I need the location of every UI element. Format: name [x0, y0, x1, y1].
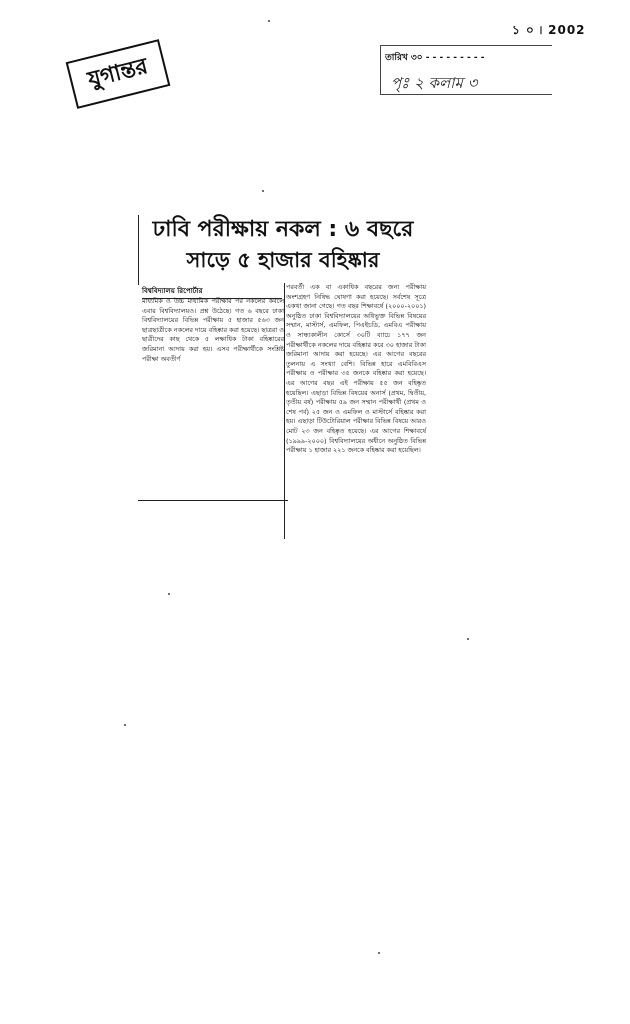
newspaper-clipping [128, 215, 428, 543]
handwritten-page-column-note: পৃঃ ২ কলাম ৩ [391, 74, 478, 92]
scan-speck [378, 952, 380, 954]
headline-line-2: সাড়ে ৫ হাজার বহিষ্কার [186, 248, 380, 272]
article-headline [140, 215, 426, 275]
article-byline: বিশ্ববিদ্যালয় রিপোর্টার [142, 285, 282, 299]
scan-speck [124, 724, 126, 726]
scan-speck [168, 593, 170, 595]
article-column-1: মাধ্যমিক ও উচ্চ মাধ্যমিক পরীক্ষার পর নকলের কবলে এবার বিশ্ববিদ্যালয়ও। প্রশ্ন উঠেছে। গত ৬ বছরে ঢাকা বিশ্ববিদ্যালয়ের বিভিন্ন পরীক্ষায় ৫ হাজার ৫৬৩ জন ছাত্রছাত্রীকে নকলের দায়ে বহিষ্কার করা হয়েছে। ছাত্ররা ও ছাত্রীদের কাছ থেকে ৫ লক্ষাধিক টাকা বহিষ্কারের জরিমানা আদায় করা হয়। এসব পরীক্ষার্থীকে সংশ্লিষ্ট পরীক্ষা অবতীর্ণ [142, 297, 284, 363]
column-divider [284, 283, 285, 539]
newspaper-masthead-stamp: যুগান্তর [66, 39, 171, 109]
headline-line-1: ঢাবি পরীক্ষায় নকল : ৬ বছরে [152, 217, 414, 242]
date-stamp: ১ ০ ৷ 2002 [512, 23, 586, 37]
scan-speck [262, 190, 264, 192]
clipping-column-1-bottom-edge [138, 500, 288, 501]
scan-speck [268, 20, 270, 22]
clipping-reference-box [380, 45, 552, 95]
article-column-2: পরবর্তী এক বা একাধিক বছরের জন্য পরীক্ষায় অংশগ্রহণ নিষিদ্ধ ঘোষণা করা হয়েছে। সর্বশেষ সূত্রে একথা জানা গেছে। গত বছর শিক্ষাবর্ষে (২০০০-২০০১) অনুষ্ঠিত ঢাকা বিশ্ববিদ্যালয়ের অধিভুক্ত বিভিন্ন বিষয়ের সম্মান, মাস্টার্স, এমফিল, পিএইচডি, এমবিএ পরীক্ষায় ও সান্ধ্যকালীন কোর্সে ৩০টি ব্যাচে ১৭৭ জন পরীক্ষার্থীকে নকলের দায়ে বহিষ্কার করে ৩০ হাজার টাকা জরিমানা আদায় করা হয়েছে। এর আগের বছরের তুলনায় এ সংখ্যা বেশি। বিভিন্ন হারে এমবিবিএস পরীক্ষায় ও পরীক্ষার ৩৫ জনকে বহিষ্কার করা হয়েছে। এর আগের বছর এই পরীক্ষায় ৫৫ জন বহিষ্কৃত হয়েছিল। এছাড়া বিভিন্ন বিষয়ের অনার্স (প্রথম, দ্বিতীয়, তৃতীয় বর্ষ) পরীক্ষায় ৫৯ জন সম্মান পরীক্ষার্থী (প্রথম ও শেষ পর্ব) ২৫ জন ও এমফিল ও মাস্টার্সে বহিষ্কার করা হয়। এছাড়া টিউটোরিয়াল পরীক্ষার বিভিন্ন বিষয়ে আরও মোট ২৩ জন বহিষ্কৃত হয়েছে। এর আগের শিক্ষাবর্ষে (১৯৯৯-২০০০) বিশ্ববিদ্যালয়ের অধীনে অনুষ্ঠিত বিভিন্ন পরীক্ষায় ১ হাজার ২২১ জনকে বহিষ্কার করা হয়েছিল। [286, 283, 426, 455]
reference-header: তারিখ ৩০ - - - - - - - - - [385, 53, 485, 63]
clipping-left-edge [138, 215, 139, 285]
scan-speck [467, 638, 469, 640]
